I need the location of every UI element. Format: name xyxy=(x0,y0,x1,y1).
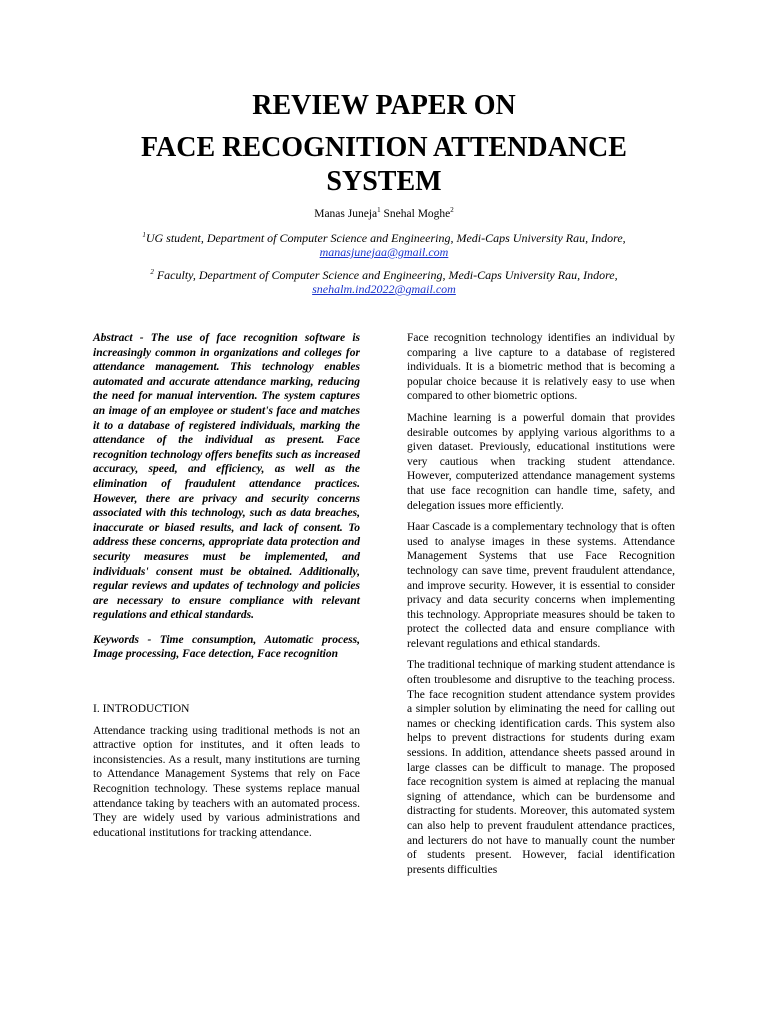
abstract-paragraph: Abstract - The use of face recognition software is increasingly common in organizations and colleges for attendance management. This technology enables automated and accurate attendance marking, reducing the need for manual intervention. The system captures an image of an employee or student's face and matches it to a database of registered individuals, marking the attendance of the individual as present. Face recognition technology offers benefits such as increased accuracy, speed, and efficiency, as well as the elimination of fraudulent attendance practices. However, there are privacy and security concerns associated with this technology, such as data breaches, inaccurate or biased results, and lack of consent. To address these concerns, appropriate data protection and security measures must be implemented, and individuals' consent must be obtained. Additionally, regular reviews and updates of technology and policies are necessary to ensure compliance with relevant regulations and ethical standards. xyxy=(93,332,360,622)
affiliation-2-superscript: 2 xyxy=(150,268,154,276)
author-name-1: Manas Juneja xyxy=(314,208,378,220)
section-heading-introduction: I. INTRODUCTION xyxy=(93,703,190,716)
paper-title-line-1: REVIEW PAPER ON xyxy=(252,90,516,121)
email-link-1[interactable]: manasjunejaa@gmail.com xyxy=(319,245,449,259)
body-paragraph-1: Face recognition technology identifies an individual by comparing a live capture to a database of registered individuals. It is a biometric method that is becoming a popular choice because it is relatively easy to use when compared to other biometric options. xyxy=(407,332,675,403)
author-2-superscript: 2 xyxy=(450,206,454,215)
affiliation-1-text: UG student, Department of Computer Science and Engineering, Medi-Caps University Rau, Indore, xyxy=(145,231,626,245)
right-column xyxy=(407,331,675,884)
affiliation-2-text: Faculty, Department of Computer Science and Engineering, Medi-Caps University Rau, Indore, xyxy=(153,268,618,282)
author-name-2: Snehal Moghe xyxy=(383,208,451,220)
author-line xyxy=(0,206,768,222)
body-paragraph-2: Machine learning is a powerful domain that provides desirable outcomes by applying various algorithms to a given dataset. Previously, educational institutions were very cautious when tracking student attendance. However, computerized attendance management systems that use face recognition can handle time, safety, and delegation issues more efficiently. xyxy=(407,411,675,512)
body-paragraph-3: Haar Cascade is a complementary technology that is often used to analyse images in these systems. Attendance Management Systems that use Face Recognition technology can save time, prevent fraudulent attendance, and improve security. However, it is essential to consider privacy and data security concerns when implementing this technology. Appropriate measures should be taken to protect the collected data and ensure compliance with relevant regulations and ethical standards. xyxy=(407,521,675,650)
email-link-2[interactable]: snehalm.ind2022@gmail.com xyxy=(312,282,456,296)
author-1-superscript: 1 xyxy=(377,206,381,215)
keywords-paragraph: Keywords - Time consumption, Automatic process, Image processing, Face detection, Face recognition xyxy=(93,633,360,661)
introduction-paragraph: Attendance tracking using traditional methods is not an attractive option for institutes, and it often leads to inconsistencies. As a result, many institutions are turning to Attendance Management Systems that rely on Face Recognition technology. These systems replace manual attendance taking by teachers with an automated process. They are widely used by various administrations and educational institutions for tracking attendance. xyxy=(93,724,360,839)
affiliation-1 xyxy=(40,231,728,259)
paper-title-line-2: FACE RECOGNITION ATTENDANCE xyxy=(141,132,627,163)
paper-title-line-3: SYSTEM xyxy=(326,166,442,197)
affiliation-2 xyxy=(40,268,728,296)
left-column xyxy=(93,331,360,847)
body-paragraph-4: The traditional technique of marking student attendance is often troublesome and disruptive to the teaching process. The face recognition student attendance system provides a simpler solution by eliminating the need for calling out names or checking identification cards. This system also helps to prevent distractions for students during exam sessions. In addition, attendance sheets passed around in large classes can be difficult to manage. The proposed face recognition system is aimed at replacing the manual signing of attendance, which can be burdensome and distracting for students. Moreover, this automated system can also help to prevent fraudulent attendance practices, and lecturers do not have to manually count the number of students present. However, facial identification presents difficulties xyxy=(407,659,675,876)
affiliation-1-superscript: 1 xyxy=(142,231,146,239)
